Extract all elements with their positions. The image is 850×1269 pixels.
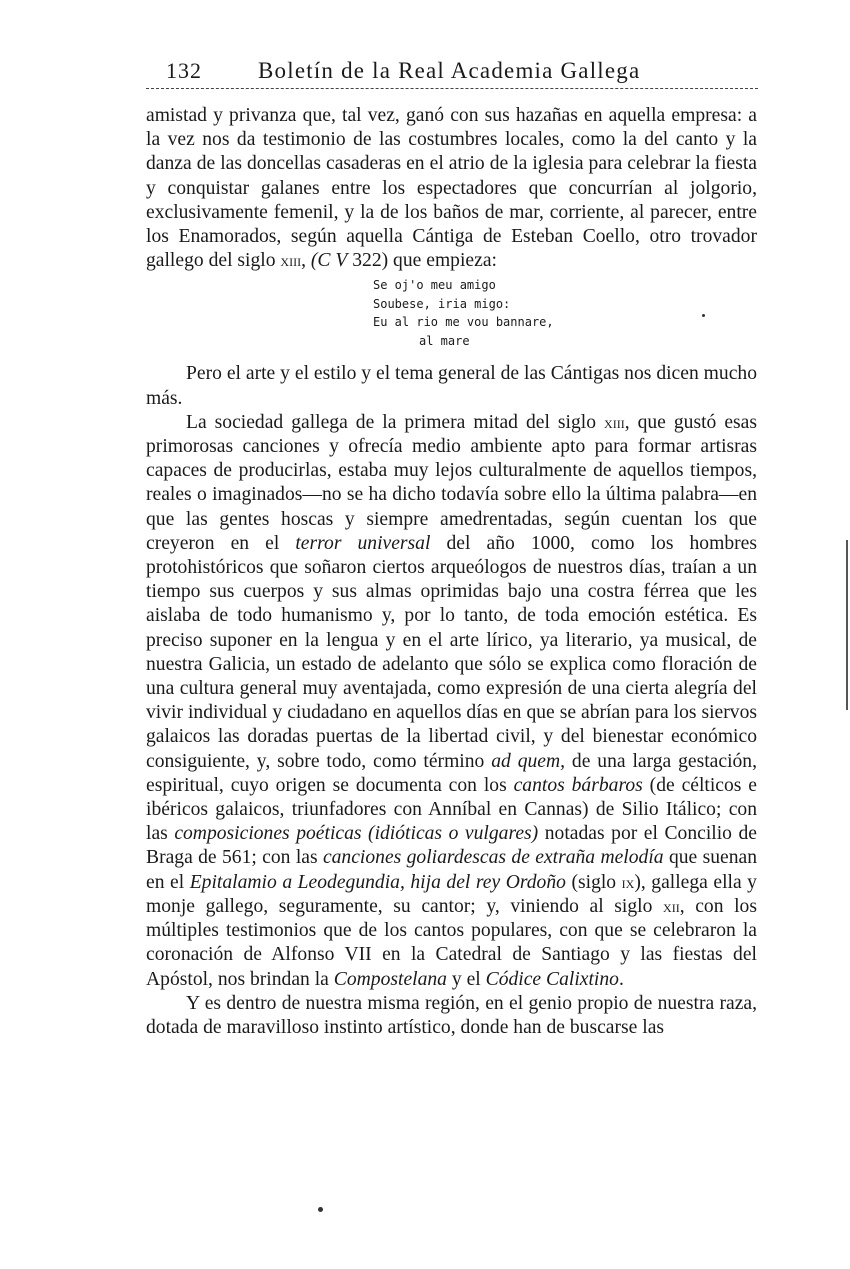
page-body	[146, 104, 757, 1040]
p3-text: La sociedad gallega de la primera mitad del siglo	[186, 411, 605, 433]
running-title: Boletín de la Real Academia Gallega	[258, 58, 641, 83]
header-rule	[146, 88, 758, 89]
verse-line: al mare	[419, 333, 470, 348]
scan-speck	[318, 1207, 323, 1212]
paragraph-2: Pero el arte y el estilo y el tema general de las Cántigas nos dicen mucho más.	[146, 363, 757, 409]
verse-line: Eu al rio me vou bannare,	[373, 315, 554, 330]
italic-term: terror universal	[295, 532, 431, 554]
italic-term: Epitalamio a Leodegundia, hija del rey Ordoño	[189, 871, 566, 893]
verse-line: Se oj'o meu amigo	[373, 278, 496, 293]
paragraph-3	[146, 411, 757, 992]
page-number: 132	[166, 58, 202, 83]
p3-text: y el	[446, 968, 486, 990]
p3-text: (siglo	[565, 871, 622, 893]
italic-term: ad quem,	[491, 750, 566, 772]
italic-term: Códice Calixtino	[485, 968, 619, 990]
cancionero-ref: (C V	[310, 250, 348, 272]
paragraph-4: Y es dentro de nuestra misma región, en el genio propio de nuestra raza, dotada de maravilloso instinto artístico, donde han de buscarse las	[146, 992, 757, 1038]
italic-term: canciones goliardescas de extraña melodía	[322, 847, 664, 869]
p3-text: del año 1000, como los hombres protohistóricos que soñaron ciertos arqueólogos de nuestros días, traían a un tiempo sus cuerpos y sus almas oprimidas bajo una costra férrea que les aislaba de todo humanismo y, por lo tanto, de toda emoción estética. Es preciso suponer en la lengua y en el arte lírico, ya literario, ya musical, de nuestra Galicia, un estado de adelanto que sólo se explica como floración de una cultura general muy aventajada, como expresión de una cierta alegría del vivir individual y ciudadano en aquellos días en que se abrían para los siervos galaicos las doradas puertas de la libertad civil, y del bienestar económico consiguiente, y, sobre todo, como término	[146, 532, 757, 772]
italic-term: cantos bárbaros	[513, 774, 643, 796]
p3-text: que suenan en el	[146, 847, 757, 893]
p3-text: , con los múltiples testimonios que de los cantos populares, con que se celebraron la coronación de Alfonso VII en la Catedral de Santiago y las fiestas del Apóstol, nos brindan la	[146, 895, 757, 990]
paragraph-1-text-c: 322) que empieza:	[347, 250, 497, 272]
running-header	[146, 56, 758, 90]
p3-text: (de célticos e ibéricos galaicos, triunfadores con Anníbal en Cannas) de Silio Itálico; con las	[146, 774, 757, 845]
italic-term: composiciones poéticas (idióticas o vulgares)	[174, 823, 539, 845]
p3-text: ), gallega ella y monje gallego, seguramente, su cantor; y, viniendo al siglo	[146, 871, 757, 917]
paragraph-1	[146, 104, 757, 273]
paragraph-1-text-b: ,	[301, 250, 311, 272]
scan-edge-mark	[846, 540, 848, 710]
p3-text: de una larga gestación, espiritual, cuyo origen se documenta con los	[146, 750, 758, 796]
century-numeral: xiii	[604, 412, 625, 432]
verse-quote	[373, 276, 757, 350]
p3-text: , que gustó esas primorosas canciones y ofrecía medio ambiente apto para formar artisras capaces de producirlas, estaba muy lejos culturalmente de aquellos tiempos, reales o imaginados—no se ha dicho todavía sobre ello la última palabra—en que las gentes hoscas y siempre amedrentadas, según cuentan los que creyeron en el	[146, 411, 757, 554]
century-numeral: xiii	[280, 251, 302, 271]
italic-term: Compostelana	[333, 968, 447, 990]
paragraph-1-text-a: amistad y privanza que, tal vez, ganó con sus hazañas en aquella empresa: a la vez nos da testimonio de las costumbres locales, como la del canto y la danza de las doncellas casaderas en el atrio de la iglesia para celebrar la fiesta y conquistar galanes entre los espectadores que concurrían al jolgorio, exclusivamente femenil, y la de los baños de mar, corriente, al parecer, entre los Enamorados, según aquella Cántiga de Esteban Coello, otro trovador gallego del siglo	[146, 105, 757, 272]
verse-line: Soubese, iria migo:	[373, 296, 511, 311]
p3-text: notadas por el Concilio de Braga de 561; con las	[146, 823, 757, 869]
century-numeral: ix	[621, 872, 635, 892]
scan-speck	[702, 314, 705, 317]
century-numeral: xii	[663, 896, 680, 916]
p3-text: .	[618, 968, 624, 990]
